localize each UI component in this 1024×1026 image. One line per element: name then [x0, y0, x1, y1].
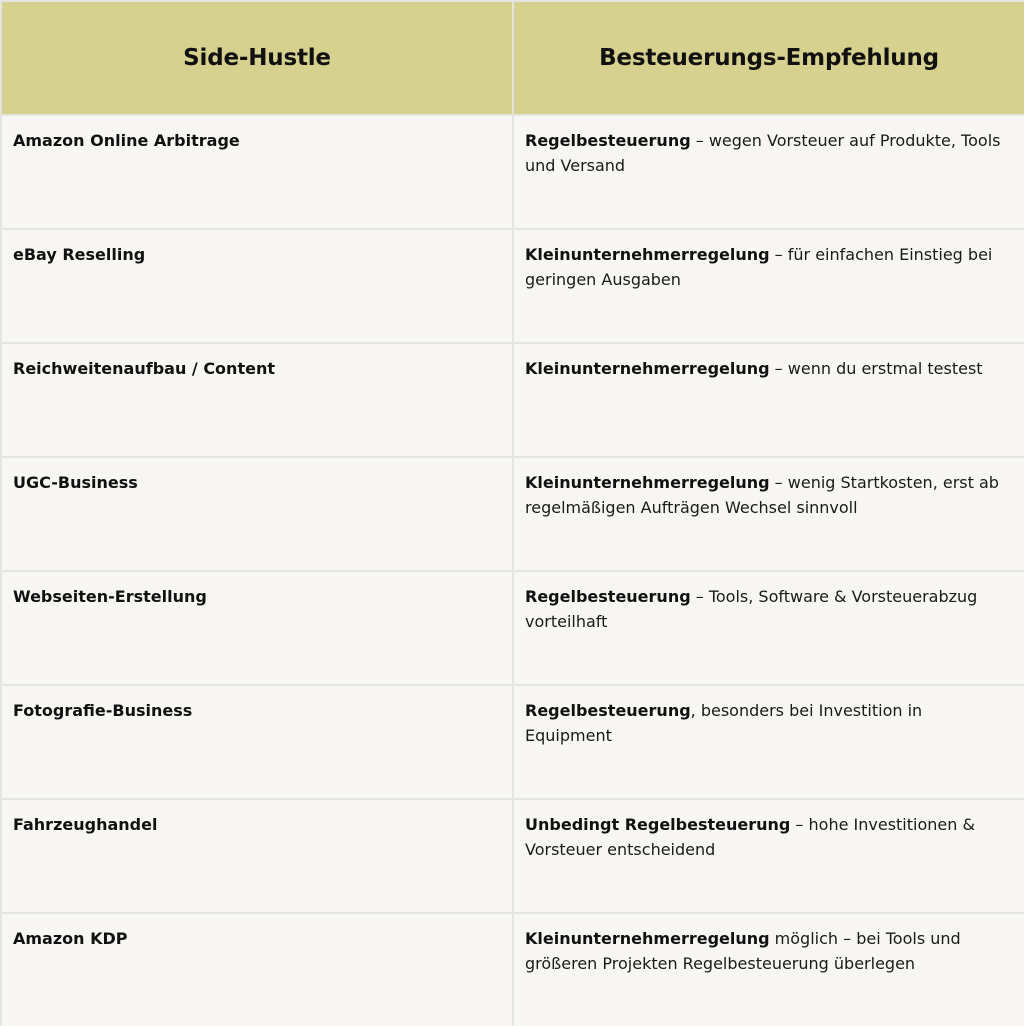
hustle-cell: Amazon Online Arbitrage	[2, 116, 512, 228]
recommendation-emphasis: Regelbesteuerung	[525, 587, 691, 606]
header-side-hustle: Side-Hustle	[2, 2, 512, 114]
hustle-cell: UGC-Business	[2, 458, 512, 570]
hustle-cell: Fotografie-Business	[2, 686, 512, 798]
recommendation-text: – hohe Investitionen & Vorsteuer entscheidend	[525, 815, 975, 859]
recommendation-emphasis: Regelbesteuerung	[525, 701, 691, 720]
recommendation-text: – für einfachen Einstieg bei geringen Ausgaben	[525, 245, 993, 289]
hustle-cell: Amazon KDP	[2, 914, 512, 1026]
recommendation-emphasis: Unbedingt Regelbesteuerung	[525, 815, 791, 834]
recommendation-cell	[514, 230, 1024, 342]
recommendation-emphasis: Kleinunternehmerregelung	[525, 929, 770, 948]
recommendation-text: – wenig Startkosten, erst ab regelmäßigen Aufträgen Wechsel sinnvoll	[525, 473, 999, 517]
recommendation-emphasis: Kleinunternehmerregelung	[525, 359, 770, 378]
recommendation-text: – wegen Vorsteuer auf Produkte, Tools und Versand	[525, 131, 1001, 175]
recommendation-cell	[514, 116, 1024, 228]
recommendation-cell	[514, 458, 1024, 570]
recommendation-cell	[514, 914, 1024, 1026]
recommendation-text: – Tools, Software & Vorsteuerabzug vorteilhaft	[525, 587, 978, 631]
recommendation-cell	[514, 686, 1024, 798]
hustle-cell: eBay Reselling	[2, 230, 512, 342]
recommendation-text: möglich – bei Tools und größeren Projekten Regelbesteuerung überlegen	[525, 929, 961, 973]
recommendation-cell	[514, 800, 1024, 912]
recommendation-cell	[514, 344, 1024, 456]
hustle-cell: Fahrzeughandel	[2, 800, 512, 912]
recommendation-text: , besonders bei Investition in Equipment	[525, 701, 923, 745]
recommendation-emphasis: Regelbesteuerung	[525, 131, 691, 150]
header-tax-recommendation: Besteuerungs-Empfehlung	[514, 2, 1024, 114]
recommendation-cell	[514, 572, 1024, 684]
hustle-cell: Webseiten-Erstellung	[2, 572, 512, 684]
recommendation-text: – wenn du erstmal testest	[769, 359, 983, 378]
hustle-cell: Reichweitenaufbau / Content	[2, 344, 512, 456]
recommendation-emphasis: Kleinunternehmerregelung	[525, 473, 770, 492]
recommendation-emphasis: Kleinunternehmerregelung	[525, 245, 770, 264]
